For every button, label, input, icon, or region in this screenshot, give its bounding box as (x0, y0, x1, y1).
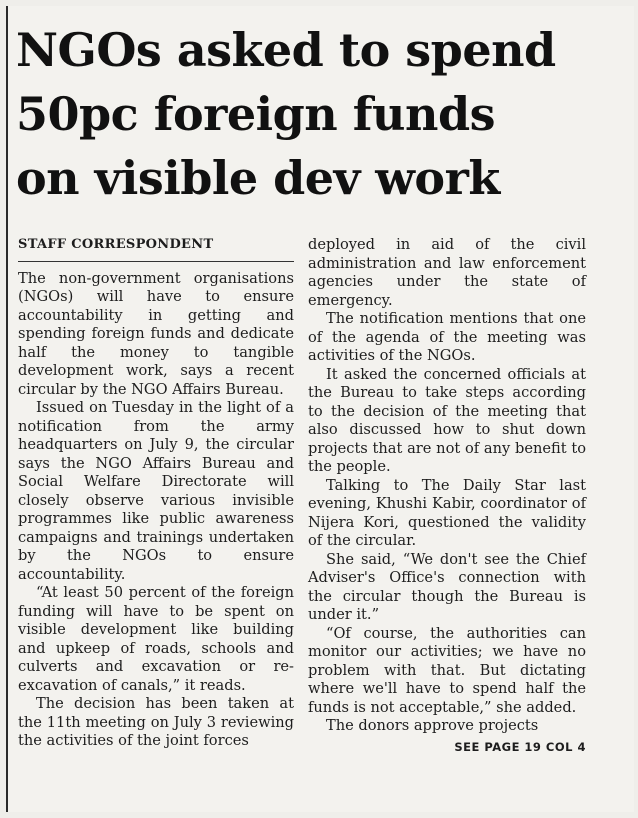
headline-line-3: on visible dev work (16, 151, 500, 205)
headline-line-2: 50pc foreign funds (16, 87, 496, 141)
headline (16, 18, 616, 210)
paragraph-2: Issued on Tuesday in the light of a notification from the army headquarters on July 9, the circular says the NGO Affairs Bureau and Social Welfare Directorate will closely observe various invisible programmes like public awareness campaigns and trainings undertaken by the NGOs to ensure accountability. (18, 399, 294, 583)
left-column (18, 236, 294, 751)
paragraph-6: The notification mentions that one of the agenda of the meeting was activities of the NGOs. (308, 310, 586, 364)
paragraph-8: Talking to The Daily Star last evening, Khushi Kabir, coordinator of Nijera Kori, questioned the validity of the circular. (308, 476, 586, 549)
paragraph-9: She said, “We don't see the Chief Adviser's Office's connection with the circular though the Bureau is under it.” (308, 550, 586, 623)
paragraph-7: It asked the concerned officials at the Bureau to take steps according to the decision of the meeting that also discussed how to shut down projects that are not of any benefit to the people. (308, 365, 586, 475)
paragraph-10: “Of course, the authorities can monitor our activities; we have no problem with that. But dictating where we'll have to spend half the funds is not acceptable,” she added. (308, 624, 586, 716)
paragraph-11: The donors approve projects (326, 717, 539, 734)
continuation-note: SEE PAGE 19 COL 4 (454, 739, 586, 754)
paragraph-1: The non-government organisations (NGOs) will have to ensure accountability in getting and spending foreign funds and dedicate half the money to tangible development work, says a recent circular by the NGO Affairs Bureau. (18, 269, 294, 398)
headline-line-1: NGOs asked to spend (16, 23, 556, 77)
paragraph-3: “At least 50 percent of the foreign funding will have to be spent on visible development like building and upkeep of roads, schools and culverts and excavation or re-excavation of canals,” it reads. (18, 584, 294, 694)
byline: STAFF CORRESPONDENT (18, 236, 294, 262)
column-gutter (300, 246, 301, 794)
paragraph-5: deployed in aid of the civil administration and law enforcement agencies under the state of emergency. (308, 236, 586, 309)
paragraph-4: The decision has been taken at the 11th meeting on July 3 reviewing the activities of the joint forces (18, 695, 294, 749)
right-column (308, 236, 586, 756)
